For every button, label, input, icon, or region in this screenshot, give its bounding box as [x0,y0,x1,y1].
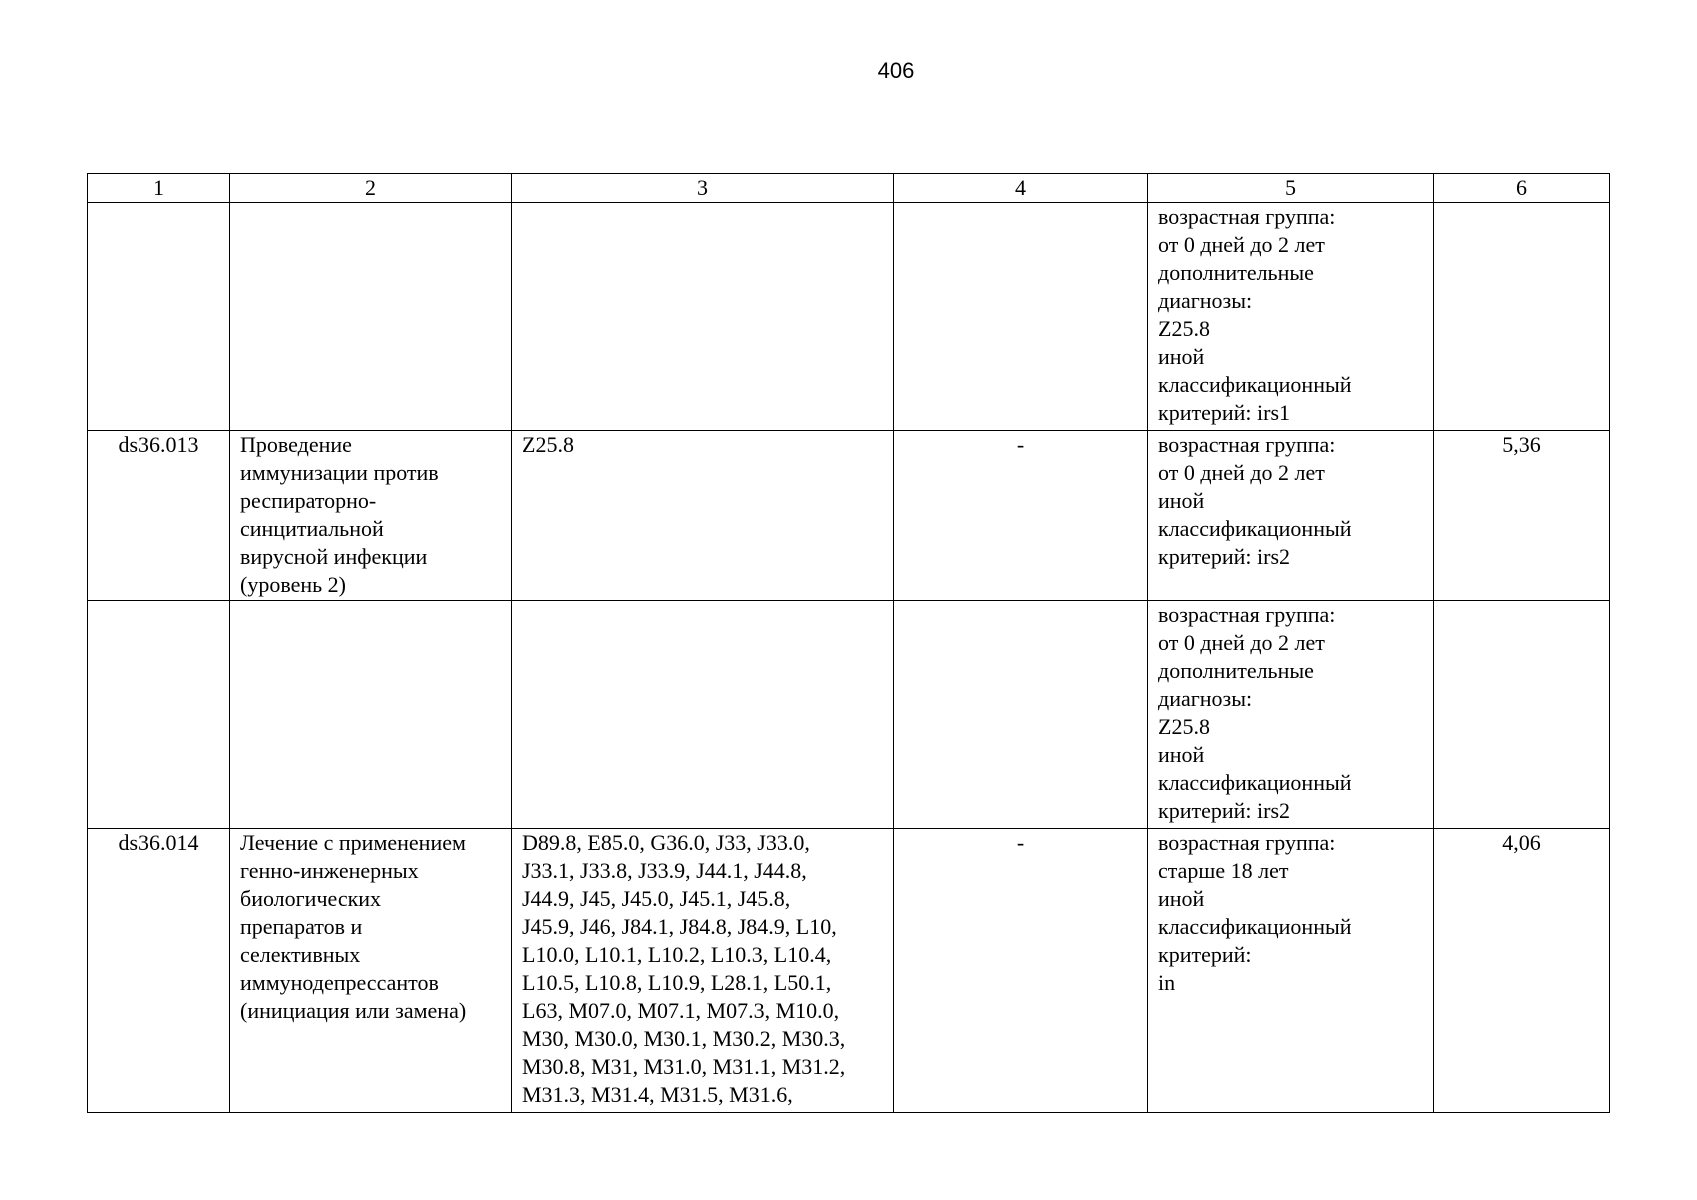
diagnoses-cell-line: M30, M30.0, M30.1, M30.2, M30.3, [522,1026,846,1051]
diagnoses-cell [512,601,894,829]
criteria-cell-line: возрастная группа: [1158,432,1336,457]
diagnoses-cell-line: L10.5, L10.8, L10.9, L28.1, L50.1, [522,970,832,995]
diagnoses-cell-line: L10.0, L10.1, L10.2, L10.3, L10.4, [522,942,832,967]
name-cell-line: биологических [240,886,382,911]
header-col-1: 1 [88,174,230,203]
code-cell [88,601,230,829]
table-row [88,829,1610,1113]
code-cell: ds36.014 [88,829,230,1113]
coefficient-cell: 4,06 [1434,829,1610,1113]
criteria-cell-line: классификационный [1158,770,1352,795]
header-col-6: 6 [1434,174,1610,203]
name-cell-line: селективных [240,942,361,967]
criteria-cell-line: иной [1158,742,1205,767]
table-row [88,431,1610,601]
criteria-cell-line: диагнозы: [1158,686,1253,711]
name-cell-line: препаратов и [240,914,363,939]
criteria-cell-line: возрастная группа: [1158,830,1336,855]
criteria-cell-line: критерий: irs2 [1158,798,1290,823]
criteria-cell-line: возрастная группа: [1158,204,1336,229]
criteria-cell-line: in [1158,970,1176,995]
diagnoses-cell-line: J44.9, J45, J45.0, J45.1, J45.8, [522,886,791,911]
name-cell-line: (уровень 2) [240,572,346,597]
criteria-cell-line: иной [1158,886,1205,911]
table-row [88,203,1610,431]
criteria-cell-line: критерий: [1158,942,1252,967]
criteria-cell-line: от 0 дней до 2 лет [1158,232,1325,257]
coefficient-cell: 5,36 [1434,431,1610,601]
criteria-cell [1148,203,1434,431]
diagnoses-cell-line: J45.9, J46, J84.1, J84.8, J84.9, L10, [522,914,837,939]
header-row [88,174,1610,203]
coefficient-cell [1434,601,1610,829]
col4-cell: - [894,431,1148,601]
criteria-cell-line: диагнозы: [1158,288,1253,313]
criteria-cell-line: от 0 дней до 2 лет [1158,630,1325,655]
criteria-cell-line: дополнительные [1158,260,1314,285]
diagnoses-cell [512,829,894,1113]
criteria-cell-line: классификационный [1158,372,1352,397]
name-cell-line: респираторно- [240,488,377,513]
name-cell-line: генно-инженерных [240,858,419,883]
name-cell-line: Лечение с применением [240,830,466,855]
criteria-cell-line: иной [1158,344,1205,369]
code-cell: ds36.013 [88,431,230,601]
name-cell [230,829,512,1113]
diagnoses-cell-line: M31.3, M31.4, M31.5, M31.6, [522,1082,793,1107]
criteria-cell [1148,829,1434,1113]
diagnoses-cell-line: L63, M07.0, M07.1, M07.3, M10.0, [522,998,840,1023]
header-col-2: 2 [230,174,512,203]
diagnoses-cell-line: M30.8, M31, M31.0, M31.1, M31.2, [522,1054,846,1079]
diagnoses-cell-line: Z25.8 [522,432,574,457]
header-col-3: 3 [512,174,894,203]
criteria-cell-line: дополнительные [1158,658,1314,683]
criteria-cell [1148,601,1434,829]
name-cell-line: Проведение [240,432,352,457]
name-cell-line: синцитиальной [240,516,384,541]
col4-cell [894,203,1148,431]
name-cell [230,431,512,601]
table-row [88,601,1610,829]
header-col-4: 4 [894,174,1148,203]
header-col-5: 5 [1148,174,1434,203]
diagnoses-cell [512,203,894,431]
diagnoses-cell-line: D89.8, E85.0, G36.0, J33, J33.0, [522,830,810,855]
criteria-cell-line: классификационный [1158,516,1352,541]
code-cell [88,203,230,431]
criteria-cell-line: Z25.8 [1158,316,1210,341]
tariff-table [87,173,1610,1113]
name-cell-line: иммунодепрессантов [240,970,439,995]
criteria-cell-line: критерий: irs2 [1158,544,1290,569]
criteria-cell-line: от 0 дней до 2 лет [1158,460,1325,485]
page-number: 406 [877,58,915,83]
criteria-cell-line: иной [1158,488,1205,513]
criteria-cell-line: классификационный [1158,914,1352,939]
criteria-cell-line: возрастная группа: [1158,602,1336,627]
name-cell-line: вирусной инфекции [240,544,428,569]
diagnoses-cell-line: J33.1, J33.8, J33.9, J44.1, J44.8, [522,858,807,883]
criteria-cell [1148,431,1434,601]
diagnoses-cell [512,431,894,601]
criteria-cell-line: критерий: irs1 [1158,400,1290,425]
coefficient-cell [1434,203,1610,431]
name-cell [230,203,512,431]
name-cell [230,601,512,829]
col4-cell: - [894,829,1148,1113]
name-cell-line: (инициация или замена) [240,998,467,1023]
criteria-cell-line: Z25.8 [1158,714,1210,739]
name-cell-line: иммунизации против [240,460,439,485]
col4-cell [894,601,1148,829]
criteria-cell-line: старше 18 лет [1158,858,1289,883]
